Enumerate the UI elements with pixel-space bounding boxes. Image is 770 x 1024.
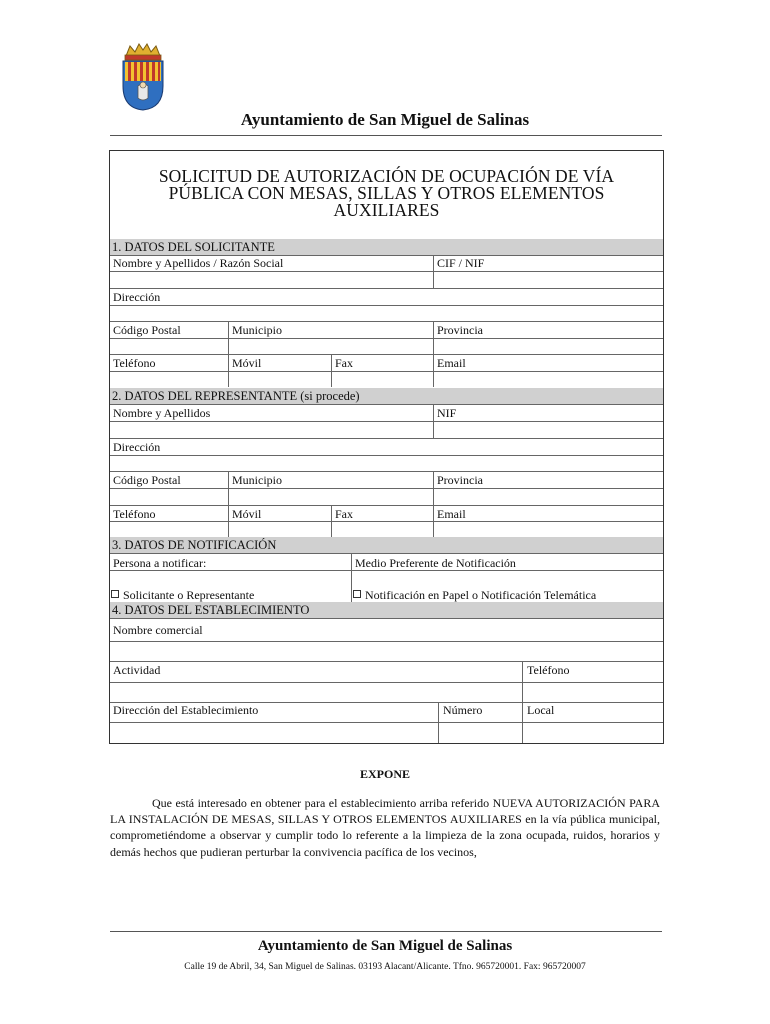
- footer-title: Ayuntamiento de San Miguel de Salinas: [257, 938, 513, 954]
- section-representante-heading: 2. DATOS DEL REPRESENTANTE (si procede): [110, 388, 663, 404]
- header-title: Ayuntamiento de San Miguel de Salinas: [240, 110, 530, 129]
- form-title-line: PÚBLICA CON MESAS, SILLAS Y OTROS ELEMENTOS: [168, 183, 605, 203]
- input-fax-representante[interactable]: [332, 522, 432, 536]
- input-nombre-representante[interactable]: [110, 422, 432, 437]
- grid-line: [110, 661, 663, 662]
- input-nombre-solicitante[interactable]: [110, 272, 432, 287]
- input-movil-solicitante[interactable]: [229, 372, 330, 387]
- option-label: Notificación en Papel o Notificación Telemática: [365, 588, 597, 602]
- option-papel-telematica[interactable]: [353, 588, 596, 602]
- input-telefono-establecimiento[interactable]: [523, 683, 662, 702]
- label-telefono-establecimiento: Teléfono: [527, 663, 570, 677]
- checkbox-icon[interactable]: [111, 590, 119, 598]
- label-municipio: Municipio: [232, 323, 282, 337]
- input-direccion-representante[interactable]: [110, 456, 663, 470]
- grid-line: [110, 618, 663, 619]
- input-cp-solicitante[interactable]: [110, 339, 227, 354]
- input-municipio-solicitante[interactable]: [229, 339, 432, 354]
- input-direccion-establecimiento[interactable]: [110, 723, 437, 742]
- form-title-line: SOLICITUD DE AUTORIZACIÓN DE OCUPACIÓN DE VÍA: [158, 166, 615, 186]
- input-provincia-representante[interactable]: [434, 489, 662, 504]
- grid-line: [110, 321, 663, 322]
- label-email: Email: [437, 356, 466, 370]
- header-divider: [110, 135, 662, 136]
- input-direccion-solicitante[interactable]: [110, 306, 663, 321]
- option-label: Solicitante o Representante: [123, 588, 255, 602]
- expone-paragraph: [110, 795, 660, 860]
- section-solicitante-heading: 1. DATOS DEL SOLICITANTE: [110, 239, 663, 255]
- input-municipio-representante[interactable]: [229, 489, 432, 504]
- grid-line: [110, 471, 663, 472]
- label-provincia: Provincia: [437, 473, 483, 487]
- label-nif: NIF: [437, 406, 457, 420]
- input-cif-solicitante[interactable]: [434, 272, 662, 287]
- form-title-line: AUXILIARES: [333, 200, 440, 220]
- grid-line: [110, 553, 663, 554]
- expone-heading: EXPONE: [359, 767, 410, 781]
- label-nombre-comercial: Nombre comercial: [113, 623, 203, 637]
- label-codigo-postal: Código Postal: [113, 323, 181, 337]
- grid-line: [351, 553, 352, 602]
- grid-line: [110, 288, 663, 289]
- label-nombre: Nombre y Apellidos / Razón Social: [113, 256, 284, 270]
- form-title: [110, 168, 663, 219]
- label-direccion-establecimiento: Dirección del Establecimiento: [113, 703, 259, 717]
- label-provincia: Provincia: [437, 323, 483, 337]
- input-telefono-representante[interactable]: [110, 522, 227, 536]
- label-local: Local: [527, 703, 555, 717]
- grid-line: [110, 505, 663, 506]
- input-movil-representante[interactable]: [229, 522, 330, 536]
- option-solicitante-representante[interactable]: [111, 588, 254, 602]
- label-fax: Fax: [335, 507, 353, 521]
- input-telefono-solicitante[interactable]: [110, 372, 227, 387]
- input-provincia-solicitante[interactable]: [434, 339, 662, 354]
- input-email-solicitante[interactable]: [434, 372, 662, 387]
- input-email-representante[interactable]: [434, 522, 662, 536]
- grid-line: [110, 438, 663, 439]
- input-nombre-comercial[interactable]: [110, 642, 663, 661]
- label-fax: Fax: [335, 356, 353, 370]
- grid-line: [110, 404, 663, 405]
- label-email: Email: [437, 507, 466, 521]
- label-actividad: Actividad: [113, 663, 161, 677]
- label-numero: Número: [443, 703, 483, 717]
- input-nif-representante[interactable]: [434, 422, 662, 437]
- footer-divider: [110, 931, 662, 932]
- section-notificacion-heading: 3. DATOS DE NOTIFICACIÓN: [110, 537, 663, 553]
- expone-text: Que está interesado en obtener para el establecimiento arriba referido NUEVA AUTORIZACIÓN PARA LA INSTALACIÓN DE MESAS, SILLAS Y OTROS ELEMENTOS AUXILIARES en la vía pública municipal, comprometiéndome a observar y cumplir todo lo referente a la limpieza de la zona ocupada, ruidos, horarios y demás hechos que pudieran perturbar la convivencia pacífica de los vecinos,: [110, 796, 660, 859]
- section-establecimiento-heading: 4. DATOS DEL ESTABLECIMIENTO: [110, 602, 663, 618]
- input-numero[interactable]: [439, 723, 521, 742]
- input-actividad[interactable]: [110, 683, 521, 702]
- label-nombre: Nombre y Apellidos: [113, 406, 211, 420]
- label-movil: Móvil: [232, 507, 262, 521]
- label-direccion: Dirección: [113, 440, 161, 454]
- grid-line: [110, 354, 663, 355]
- label-persona-notificar: Persona a notificar:: [113, 556, 207, 570]
- label-telefono: Teléfono: [113, 507, 156, 521]
- grid-line: [110, 570, 663, 571]
- label-movil: Móvil: [232, 356, 262, 370]
- label-codigo-postal: Código Postal: [113, 473, 181, 487]
- municipal-crest-icon: [118, 42, 168, 112]
- footer-address: Calle 19 de Abril, 34, San Miguel de Salinas. 03193 Alacant/Alicante. Tfno. 965720001. Fax: 965720007: [184, 962, 586, 972]
- checkbox-icon[interactable]: [353, 590, 361, 598]
- input-fax-solicitante[interactable]: [332, 372, 432, 387]
- label-telefono: Teléfono: [113, 356, 156, 370]
- input-cp-representante[interactable]: [110, 489, 227, 504]
- label-municipio: Municipio: [232, 473, 282, 487]
- label-cif: CIF / NIF: [437, 256, 485, 270]
- label-medio-notificacion: Medio Preferente de Notificación: [355, 556, 516, 570]
- input-local[interactable]: [523, 723, 662, 742]
- label-direccion: Dirección: [113, 290, 161, 304]
